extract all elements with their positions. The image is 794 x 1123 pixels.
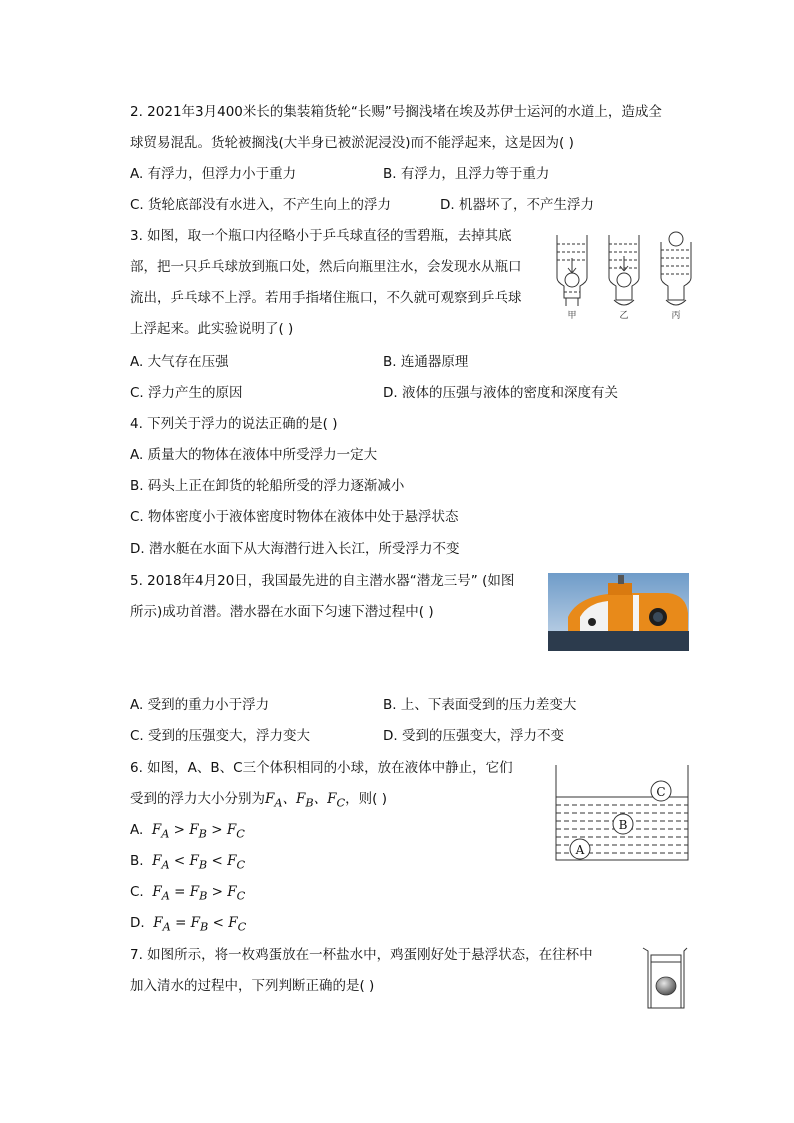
q5-option-b: B. 上、下表面受到的压力差变大 [383, 697, 577, 713]
q2-line2: 球贸易混乱。货轮被搁浅(大半身已被淤泥浸没)而不能浮起来，这是因为( ) [130, 135, 574, 151]
q7-line2: 加入清水的过程中，下列判断正确的是( ) [130, 978, 375, 994]
q2-option-c: C. 货轮底部没有水进入，不产生向上的浮力 [130, 197, 392, 213]
q5-line1: 5. 2018年4月20日，我国最先进的自主潜水器“潜龙三号” (如图 [130, 573, 515, 589]
q5-option-d: D. 受到的压强变大，浮力不变 [383, 728, 564, 744]
figure-label-jia: 甲 [567, 311, 577, 321]
q6-option-b-math: $F_A < F_B < F_C$ [152, 853, 246, 872]
q6-option-c-math: $F_A = F_B > F_C$ [152, 884, 246, 903]
q4-option-d: D. 潜水艇在水面下从大海潜行进入长江，所受浮力不变 [130, 541, 460, 557]
figure-label-yi: 乙 [619, 311, 629, 321]
q6-force-labels: $F_A$、$F_B$、$F_C$ [265, 791, 346, 810]
q7-line1: 7. 如图所示，将一枚鸡蛋放在一杯盐水中，鸡蛋刚好处于悬浮状态，在往杯中 [130, 947, 593, 963]
q6-option-a: A. $F_A > F_B > F_C$ [130, 822, 245, 841]
q2-option-b: B. 有浮力，且浮力等于重力 [383, 166, 550, 182]
q3-option-d: D. 液体的压强与液体的密度和深度有关 [383, 385, 618, 401]
q3-option-c: C. 浮力产生的原因 [130, 385, 243, 401]
q4-line1: 4. 下列关于浮力的说法正确的是( ) [130, 416, 338, 432]
q5-option-a: A. 受到的重力小于浮力 [130, 697, 270, 713]
q3-option-a: A. 大气存在压强 [130, 354, 229, 370]
q5-option-c: C. 受到的压强变大，浮力变大 [130, 728, 311, 744]
q6-line2-suffix: ，则( ) [345, 791, 387, 807]
ball-label-a: A [575, 843, 585, 857]
q2-option-d: D. 机器坏了，不产生浮力 [440, 197, 594, 213]
q3-line3: 流出，乒乓球不上浮。若用手指堵住瓶口，不久就可观察到乒乓球 [130, 290, 522, 306]
q6-option-b: B. $F_A < F_B < F_C$ [130, 853, 246, 872]
figure-label-bing: 丙 [671, 311, 681, 321]
q6-option-c: C. $F_A = F_B > F_C$ [130, 884, 246, 903]
q6-option-d-math: $F_A = F_B < F_C$ [153, 915, 247, 934]
q6-line2-prefix: 受到的浮力大小分别为 [130, 791, 265, 807]
q6-line1: 6. 如图，A、B、C三个体积相同的小球，放在液体中静止，它们 [130, 760, 513, 776]
submersible-photo [548, 573, 689, 651]
q3-line2: 部，把一只乒乓球放到瓶口处，然后向瓶里注水，会发现水从瓶口 [130, 259, 522, 275]
q4-option-b: B. 码头上正在卸货的轮船所受的浮力逐渐减小 [130, 478, 405, 494]
q6-line2 [130, 790, 387, 813]
q2-option-a: A. 有浮力，但浮力小于重力 [130, 166, 297, 182]
q3-line1: 3. 如图，取一个瓶口内径略小于乒乓球直径的雪碧瓶，去掉其底 [130, 228, 512, 244]
three-balls-figure [552, 763, 692, 863]
bottle-experiment-figure [552, 230, 702, 322]
q5-line2: 所示)成功首潜。潜水器在水面下匀速下潜过程中( ) [130, 604, 434, 620]
q3-line4: 上浮起来。此实验说明了( ) [130, 321, 294, 337]
q6-option-d: D. $F_A = F_B < F_C$ [130, 915, 247, 934]
egg-in-beaker-figure [640, 944, 690, 1012]
q3-option-b: B. 连通器原理 [383, 354, 469, 370]
ball-label-b: B [618, 818, 628, 832]
ball-label-c: C [656, 785, 666, 799]
q6-option-a-math: $F_A > F_B > F_C$ [151, 822, 245, 841]
q2-line1: 2. 2021年3月400米长的集装箱货轮“长赐”号搁浅堵在埃及苏伊士运河的水道上，造成全 [130, 104, 662, 120]
q4-option-a: A. 质量大的物体在液体中所受浮力一定大 [130, 447, 378, 463]
q4-option-c: C. 物体密度小于液体密度时物体在液体中处于悬浮状态 [130, 509, 459, 525]
